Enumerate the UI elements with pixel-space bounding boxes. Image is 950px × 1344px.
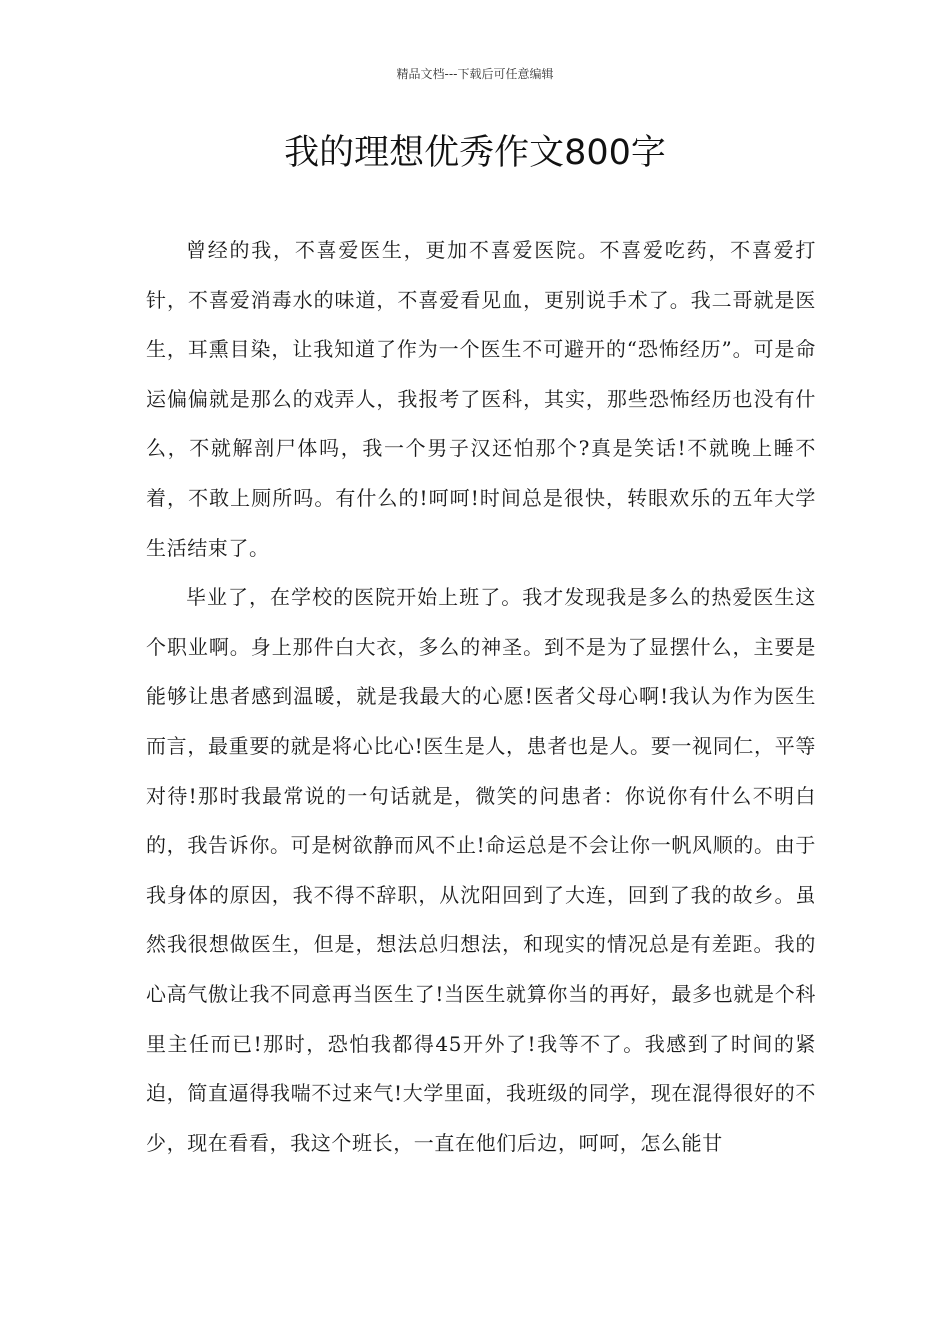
document-body (146, 226, 816, 1168)
document-title: 我的理想优秀作文800字 (284, 133, 666, 173)
paragraph-2: 毕业了，在学校的医院开始上班了。我才发现我是多么的热爱医生这个职业啊。身上那件白大衣，多么的神圣。到不是为了显摆什么，主要是能够让患者感到温暖，就是我最大的心愿!医者父母心啊!我认为作为医生而言，最重要的就是将心比心!医生是人，患者也是人。要一视同仁，平等对待!那时我最常说的一句话就是，微笑的问患者：你说你有什么不明白的，我告诉你。可是树欲静而风不止!命运总是不会让你一帆风顺的。由于我身体的原因，我不得不辞职，从沈阳回到了大连，回到了我的故乡。虽然我很想做医生，但是，想法总归想法，和现实的情况总是有差距。我的心高气傲让我不同意再当医生了!当医生就算你当的再好，最多也就是个科里主任而已!那时，恐怕我都得45开外了!我等不了。我感到了时间的紧迫，简直逼得我喘不过来气!大学里面，我班级的同学，现在混得很好的不少，现在看看，我这个班长，一直在他们后边，呵呵，怎么能甘 (146, 585, 816, 1155)
paragraph-1: 曾经的我，不喜爱医生，更加不喜爱医院。不喜爱吃药，不喜爱打针，不喜爱消毒水的味道，不喜爱看见血，更别说手术了。我二哥就是医生，耳熏目染，让我知道了作为一个医生不可避开的“恐怖经历”。可是命运偏偏就是那么的戏弄人，我报考了医科，其实，那些恐怖经历也没有什么，不就解剖尸体吗，我一个男子汉还怕那个?真是笑话!不就晚上睡不着，不敢上厕所吗。有什么的!呵呵!时间总是很快，转眼欢乐的五年大学生活结束了。 (146, 238, 816, 560)
header-note: 精品文档---下载后可任意编辑 (396, 67, 554, 81)
